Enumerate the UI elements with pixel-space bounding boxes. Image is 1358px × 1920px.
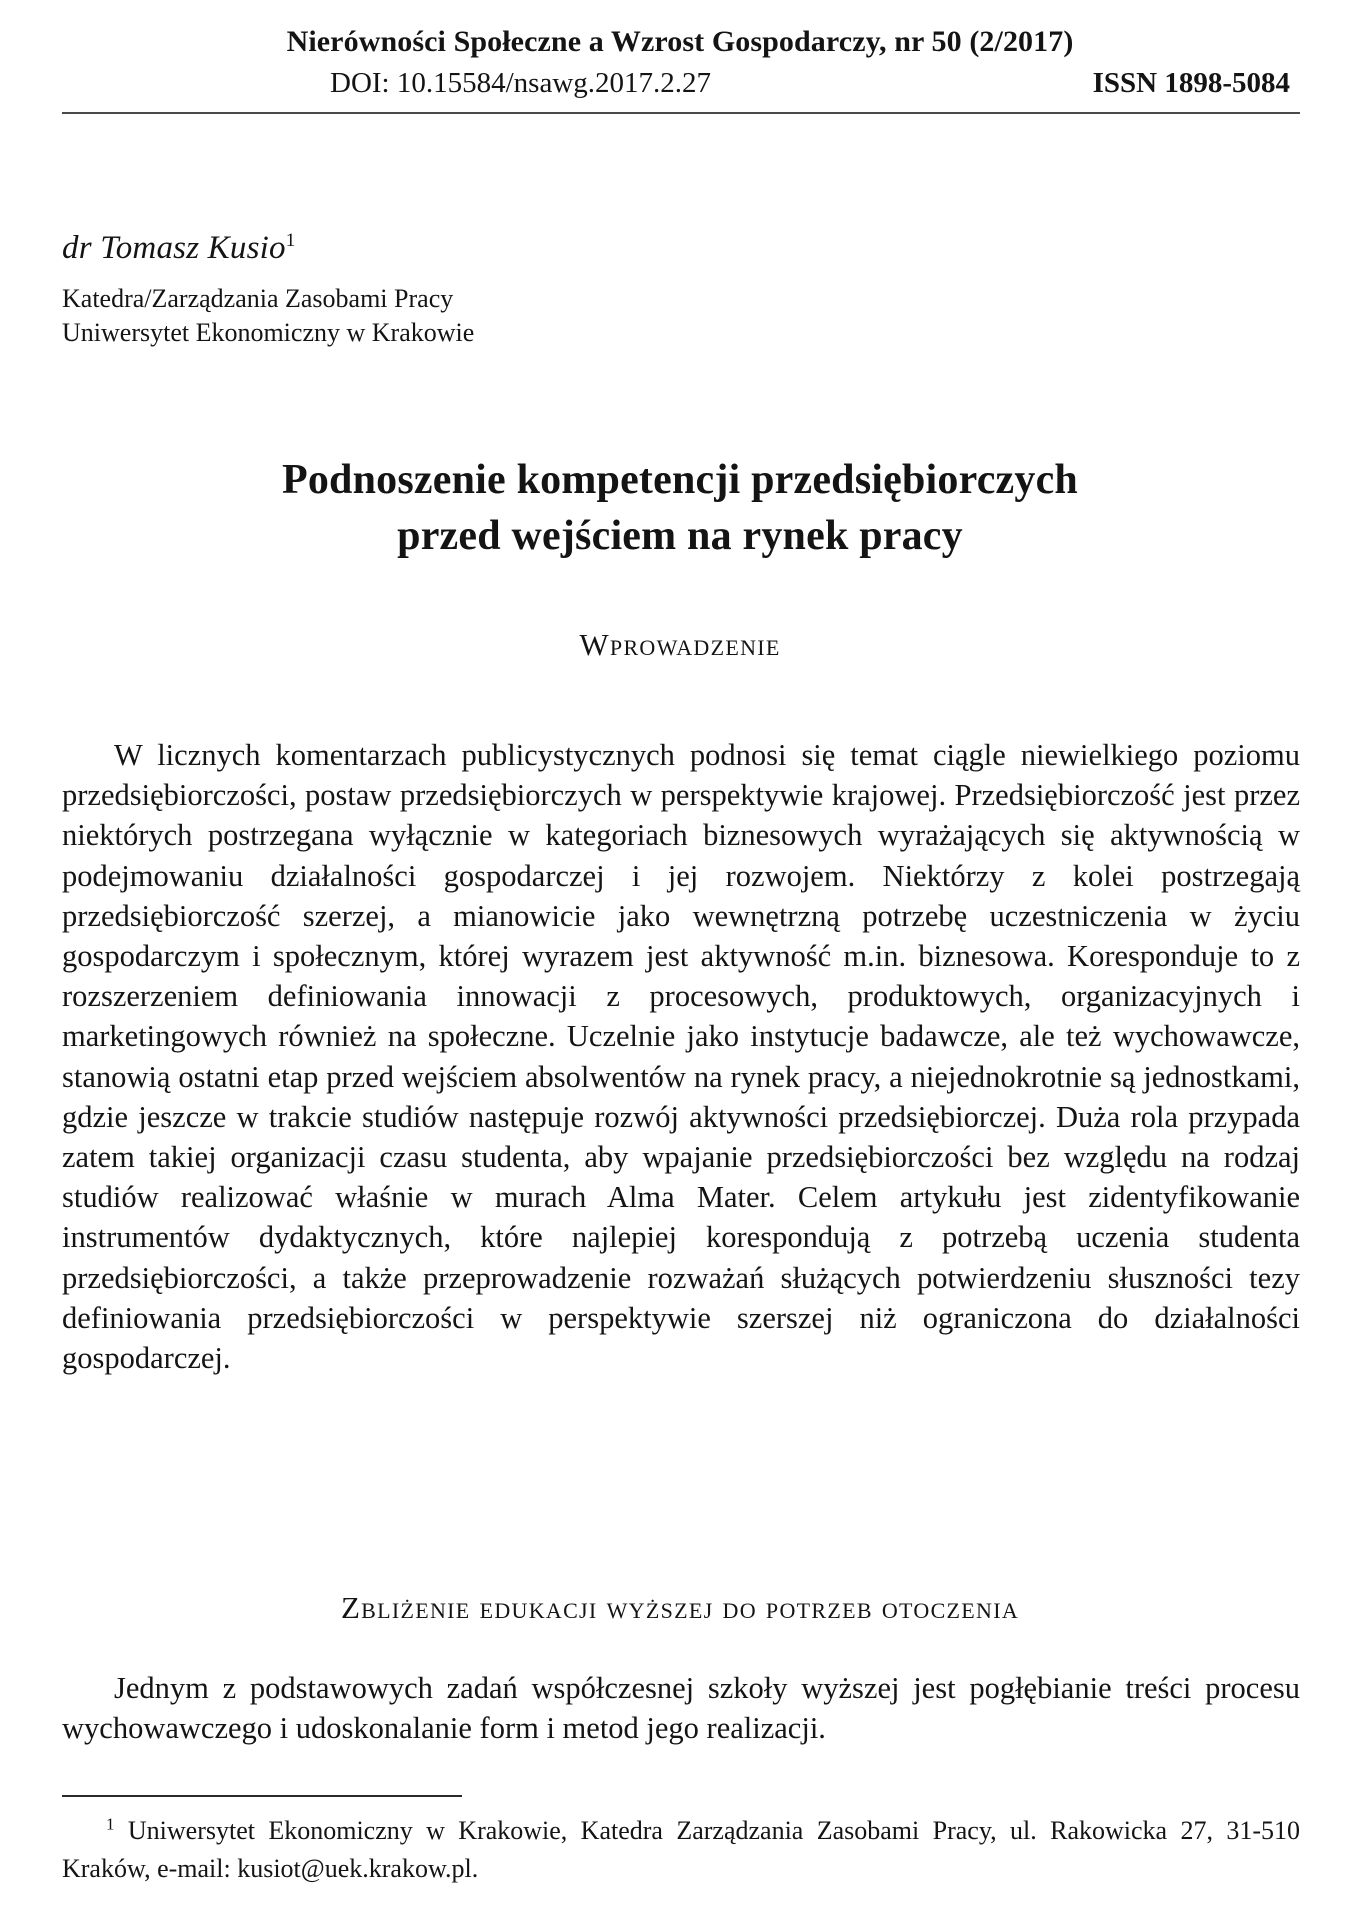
journal-issn: ISSN 1898-5084 — [1092, 67, 1290, 99]
author-name-text: dr Tomasz Kusio — [62, 230, 286, 266]
journal-running-head — [62, 22, 1298, 102]
section-heading-zblizenie: Zbliżenie edukacji wyższej do potrzeb otoczenia — [340, 1590, 1020, 1625]
article-title — [110, 452, 1250, 564]
footnote-separator-rule — [62, 1795, 462, 1797]
footnote-text: Uniwersytet Ekonomiczny w Krakowie, Katedra Zarządzania Zasobami Pracy, ul. Rakowicka 27, 31-510 Kraków, e-mail: kusiot@uek.krakow.pl. — [62, 1816, 1301, 1883]
journal-title: Nierówności Społeczne a Wzrost Gospodarczy, nr 50 (2/2017) — [286, 25, 1074, 58]
footnote-block — [62, 1812, 1300, 1888]
paragraph: Jednym z podstawowych zadań współczesnej szkoły wyższej jest pogłębianie treści procesu wychowawczego i udoskonalanie form i metod jego realizacji. — [62, 1671, 1300, 1746]
affiliation-university: Uniwersytet Ekonomiczny w Krakowie — [62, 318, 475, 347]
author-block — [62, 228, 762, 350]
paragraph: W licznych komentarzach publicystycznych podnosi się temat ciągle niewielkiego poziomu przedsiębiorczości, postaw przedsiębiorczych w perspektywie krajowej. Przedsiębiorczość jest przez niektórych postrzegana wyłącznie w kategoriach biznesowych wyrażających się aktywnością w podejmowaniu działalności gospodarczej i jej rozwojem. Niektórzy z kolei postrzegają przedsiębiorczość szerzej, a mianowicie jako wewnętrzną potrzebę uczestniczenia w życiu gospodarczym i społecznym, której wyrazem jest aktywność m.in. biznesowa. Koresponduje to z rozszerzeniem definiowania innowacji z procesowych, produktowych, organizacyjnych i marketingowych również na społeczne. Uczelnie jako instytucje badawcze, ale też wychowawcze, stanowią ostatni etap przed wejściem absolwentów na rynek pracy, a niejednokrotnie są jednostkami, gdzie jeszcze w trakcie studiów następuje rozwój aktywności przedsiębiorczej. Duża rola przypada zatem takiej organizacji czasu studenta, aby wpajanie przedsiębiorczości bez względu na rodzaj studiów realizować właśnie w murach Alma Mater. Celem artykułu jest zidentyfikowanie instrumentów dydaktycznych, które najlepiej korespondują z potrzebą uczenia studenta przedsiębiorczości, a także przeprowadzenie rozważań służących potwierdzeniu słuszności tezy definiowania przedsiębiorczości w perspektywie szerszej niż ograniczona do działalności gospodarczej. — [62, 738, 1300, 1376]
article-title-line-2: przed wejściem na rynek pracy — [397, 513, 963, 560]
section-body-zblizenie — [62, 1668, 1300, 1748]
footnote-text-wrapper — [62, 1812, 1300, 1888]
header-divider-rule — [62, 112, 1300, 114]
affiliation-department: Katedra/Zarządzania Zasobami Pracy — [62, 284, 454, 313]
author-footnote-marker: 1 — [285, 230, 296, 251]
journal-identifiers — [62, 64, 1298, 102]
journal-doi: DOI: 10.15584/nsawg.2017.2.27 — [330, 67, 712, 99]
section-heading-introduction: Wprowadzenie — [579, 627, 781, 662]
footnote-marker: 1 — [106, 1814, 115, 1834]
author-affiliation — [62, 282, 762, 350]
article-title-line-1: Podnoszenie kompetencji przedsiębiorczych — [282, 457, 1078, 504]
section-body-introduction — [62, 735, 1300, 1378]
author-name — [62, 228, 762, 268]
